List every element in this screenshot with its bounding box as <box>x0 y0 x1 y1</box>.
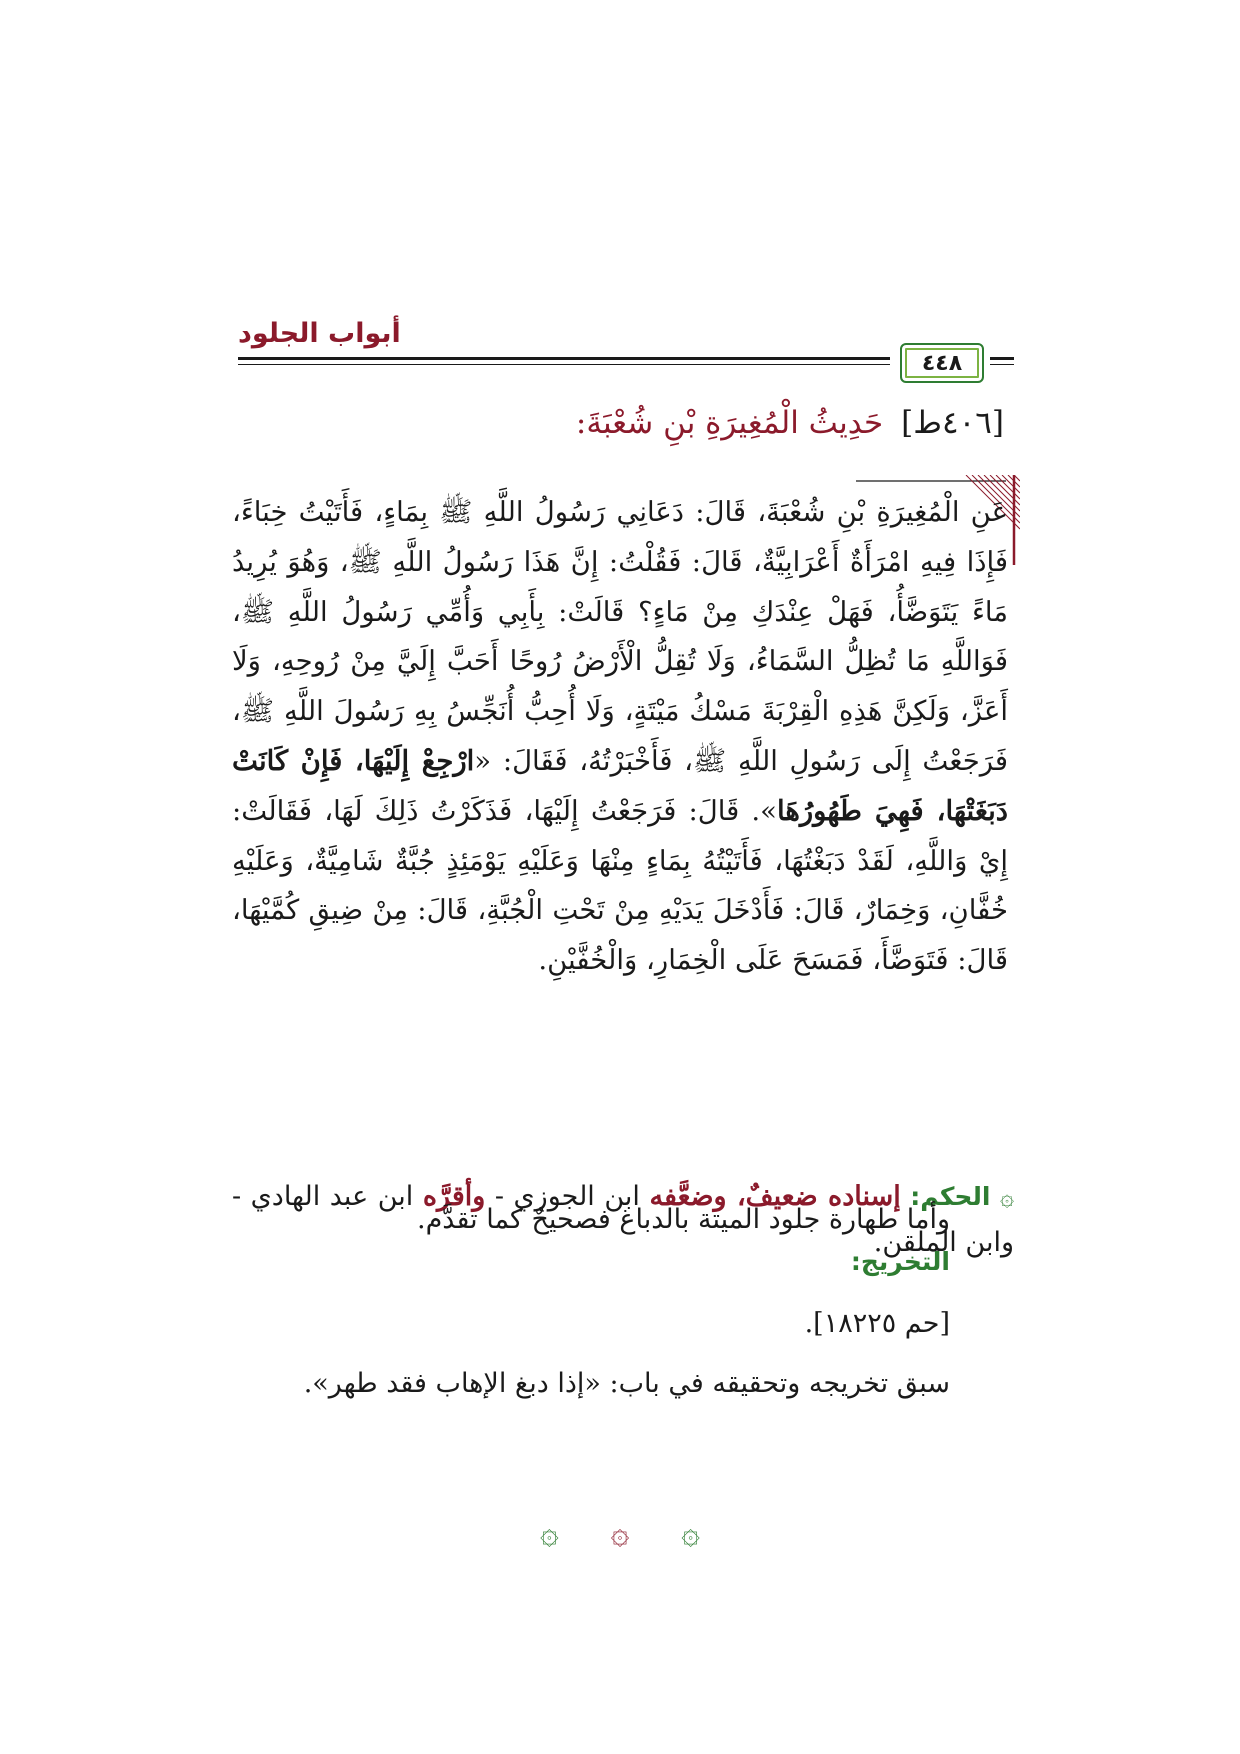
section-number: [٤٠٦ط] <box>901 405 1004 441</box>
takhrij-ref: [حم ١٨٢٢٥]. <box>804 1308 950 1339</box>
hadith-part-1: عَنِ الْمُغِيرَةِ بْنِ شُعْبَةَ، قَالَ: دَعَانِي رَسُولُ اللَّهِ ﷺ بِمَاءٍ، فَأَتَيْتُ خِبَاءً، فَإِذَا فِيهِ امْرَأَةٌ أَعْرَابِيَّةٌ، قَالَ: فَقُلْتُ: إِنَّ هَذَا رَسُولُ اللَّهِ ﷺ، وَهُوَ يُرِيدُ مَاءً يَتَوَضَّأُ، فَهَلْ عِنْدَكِ مِنْ مَاءٍ؟ قَالَتْ: بِأَبِي وَأُمِّي رَسُولُ اللَّهِ ﷺ، فَوَاللَّهِ مَا تُظِلُّ السَّمَاءُ، وَلَا تُقِلُّ الْأَرْضُ رُوحًا أَحَبَّ إِلَيَّ مِنْ رُوحِهِ، وَلَا أَعَزَّ، وَلَكِنَّ هَذِهِ الْقِرْبَةَ مَسْكُ مَيْتَةٍ، وَلَا أُحِبُّ أُنَجِّسُ بِهِ رَسُولَ اللَّهِ ﷺ، فَرَجَعْتُ إِلَى رَسُولِ اللَّهِ ﷺ، فَأَخْبَرْتُهُ، فَقَالَ: « <box>232 496 1009 777</box>
ruling-isnad: إسناده ضعيفٌ، وضعَّفه <box>649 1181 901 1212</box>
tahara-note: وأما طهارة جلود الميتة بالدباغ فصحيحٌ كما تقدَّم. <box>416 1204 950 1235</box>
ruling-label: الحكم: <box>910 1182 991 1211</box>
takhrij-label: التخريج: <box>850 1247 950 1276</box>
running-head: أبواب الجلود <box>238 318 401 349</box>
takhrij-sabaq: سبق تخريجه وتحقيقه في باب: «إذا دبغ الإهاب فقد طهر». <box>303 1368 950 1399</box>
flower-icon: ۞ <box>540 1513 559 1551</box>
ruling-aqarrahu: وأقرَّه <box>422 1181 486 1212</box>
ruling-jawzi: ابن الجوزي - <box>494 1181 640 1212</box>
flower-icon: ۞ <box>610 1513 630 1551</box>
flower-icon: ۞ <box>999 1183 1015 1211</box>
section-title: حَدِيثُ الْمُغِيرَةِ بْنِ شُعْبَةَ: <box>575 405 884 441</box>
section-heading <box>576 405 1004 441</box>
page-number-badge: ٤٤٨ <box>900 343 984 383</box>
ruling-rest: ابن عبد الهادي - وابن الملقن. <box>232 1181 1014 1258</box>
hadith-text <box>232 488 1008 986</box>
flower-icon: ۞ <box>681 1513 700 1551</box>
hadith-prophet-quote: ارْجِعْ إِلَيْهَا، فَإِنْ كَانَتْ دَبَغَتْهَا، فَهِيَ طَهُورُهَا <box>232 744 1009 827</box>
end-ornaments <box>540 1513 700 1551</box>
hadith-part-2: ». قَالَ: فَرَجَعْتُ إِلَيْهَا، فَذَكَرْتُ ذَلِكَ لَهَا، فَقَالَتْ: إِيْ وَاللَّهِ، لَقَدْ دَبَغْتُهَا، فَأَتَيْتُهُ بِمَاءٍ مِنْهَا وَعَلَيْهِ يَوْمَئِذٍ جُبَّةٌ شَامِيَّةٌ، وَعَلَيْهِ خُفَّانِ، وَخِمَارٌ، قَالَ: فَأَدْخَلَ يَدَيْهِ مِنْ تَحْتِ الْجُبَّةِ، قَالَ: مِنْ ضِيقِ كُمَّيْهَا، قَالَ: فَتَوَضَّأَ، فَمَسَحَ عَلَى الْخِمَارِ، وَالْخُفَّيْنِ. <box>232 794 1008 977</box>
